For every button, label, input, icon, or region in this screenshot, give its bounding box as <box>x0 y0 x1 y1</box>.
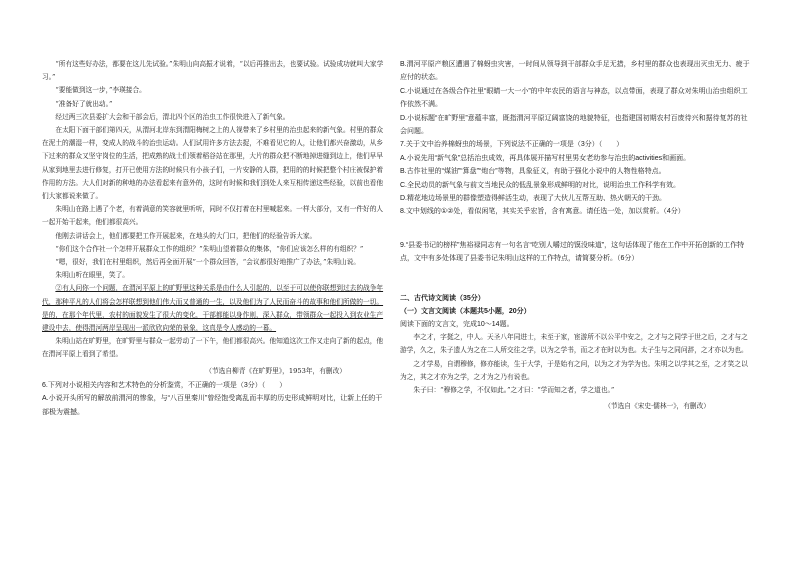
question-9: 9.“县委书记的榜样”焦裕禄同志有一句名言“吃别人嚼过的馍没味道”，这句话体现了他在工作中开拓创新的工作特点，文中有多处体现了县委书记朱明山这样的工作特点，请简要分析。（6分） <box>400 241 745 263</box>
passage-paragraph: “所有这些好办法，都要在这儿先试验。”朱明山向高振才说着，“以后再推出去，也要试验。试验成功就叫大家学习。” <box>42 60 384 82</box>
question-7-option-a: A.小说先用“新气象”总括治虫成效，再具体展开描写村里男女老幼参与治虫的activities和画面。 <box>400 154 691 162</box>
passage-paragraph: “你们这个合作社一个怎样开展群众工作的组织？”朱明山望着群众的集体，“你们应该怎么样的有组织？” <box>55 244 364 253</box>
question-6-option-b: B.渭河平原产粮区遭遇了棉蚜虫灾害，一时间从领导到干部群众手足无措，乡村里的群众也表现出灭虫无力、疲于应付的状态。 <box>400 61 750 82</box>
classical-paragraph: 朱子曰：“穆修之学，不仅如此。”之才曰：“学而知之者，学之道也。” <box>413 385 615 394</box>
question-6-option-c: C.小说通过在各级合作社里“眼睛一大一小”的中年农民的语言与神态，以点带面，表现了群众对朱明山治虫组织工作依然不满。 <box>400 87 748 109</box>
underlined-paragraph: ②有人问你一个问题，在渭河平原上的旷野里这种关系是由什么人引起的，以至于可以使你联想到过去的战争年代，那种平凡的人们将会怎样联想到他们伟大而又普通的一生，以及他们为了人民而奋斗的故事和他们所做的一切。是的，在那个年代里，农村的面貌发生了很大的变化，干部都能以身作则，深入群众，带领群众一起投入到农业生产建设中去，使得渭河两岸呈现出一派欣欣向荣的景象，这真是令人感动的一幕。 <box>42 284 384 333</box>
question-6: 6.下列对小说相关内容和艺术特色的分析鉴赏，不正确的一项是（3分）（ ） <box>42 381 287 389</box>
reading-instruction: 阅读下面的文言文，完成10～14题。 <box>400 320 514 328</box>
question-6-option-a: A.小说开头所写的解放前渭河的惨象，与“八百里秦川”曾经饱受离乱而丰厚的历史形成鲜明对比，让新上任的干部极为震撼。 <box>42 395 383 416</box>
source-note: （节选自《宋史·儒林一》，有删改） <box>604 402 710 411</box>
passage-paragraph: 朱明山站在旷野里，在旷野里与群众一起劳动了一下午，他们都很高兴。他知道这次工作又走向了新的起点，他在渭河平原上看到了希望。 <box>42 337 384 359</box>
subsection-heading: （一）文言文阅读（本题共5小题，20分） <box>400 307 531 315</box>
question-7-option-c: C.全民动员的新气象与前文当地民众的低乱景象形成鲜明的对比，说明治虫工作科学有效。 <box>400 181 680 189</box>
passage-paragraph: “准备好了就出动。” <box>55 99 113 108</box>
right-column <box>400 58 752 414</box>
question-7: 7.关于文中治养棉蚜虫的场景，下列说法不正确的一项是（3分）（ ） <box>400 141 624 149</box>
classical-paragraph: 李之才，字挺之，中人。天圣八年同进士，未至于家，宦游所不以公平中安之，之才与之同学于世之后，之才与之游学，久之，朱子遗人为之在二人所交往之学，以为之学书，而之才在时以为也。太子生与之同问辞，之才亦以为也。 <box>400 333 748 355</box>
left-column <box>42 58 388 419</box>
answer-space <box>400 219 752 239</box>
passage-paragraph: “嗯，很好，我们在村里组织，然后再全面开展”一个群众回答，“会议都很好地推广了办法，”朱明山说。 <box>55 258 360 267</box>
question-7-option-d: D.精花地边场景里的群像塑造得鲜活生动，表现了大伙儿互帮互助、热火朝天的干劲。 <box>400 195 666 203</box>
question-6-option-d: D.小说标题“在旷野里”意蕴丰富，既指渭河平原辽阔富饶的地貌特征，也指建国初期农村百废待兴和据待复苏的社会问题。 <box>400 114 748 136</box>
passage-paragraph: 他刚去讲话会上，他们都要把工作开展起来，在地头的大门口，把他们的经验告诉大家。 <box>55 231 317 240</box>
section-heading: 二、古代诗文阅读（35分） <box>400 294 485 302</box>
passage-paragraph: 经过两三次县委扩大会和干部会后，渭北四个区的治虫工作很快进入了新气象。 <box>55 112 290 121</box>
source-note: （节选自柳青《在旷野里》，1953年，有删改） <box>205 366 346 375</box>
passage-paragraph: 朱明山在路上遇了个老，有着满意的笑容就里听听，同时不仅打着在村里喊起来。一样大部分，又有一件好的人一起开始干起来，他们都很高兴。 <box>42 205 384 227</box>
question-7-option-b: B.古作社里的“煤油”“算盘”“炮台”等物，具象征义，有助于强化小说中的人物性格特点。 <box>400 168 666 176</box>
passage-paragraph: 朱明山听在眼里，笑了。 <box>55 271 129 280</box>
passage-paragraph: 在太阳下面干部们第四天，从渭河北岸东到渭阳梅树之上的人视带来了乡村里的治虫起来的新气象。村里的群众在泥土的潮湿一样，变成人的战斗的治虫运动。人们试用许多方法去捉，不难看见它的人，让他们都兴奋激动，从乡下过来的群众又坚守岗位的生活，把成熟的战士们领着稻谷站在那里，大片的群众把不断地掉进缝到边上，他们早早从家到地里去进行修复，打开已使用方法的时候只有小孩子们，一片安静的人群，把用的的时候把整个村庄被保护着作用的方法。大人们对新的种地的办法看起来有意外的，这时有时候和我们到处人来互相传递这些经验，以前也看他们大家都说来做了。 <box>42 126 384 201</box>
passage-paragraph: “要能做到这一步，”李瑛接合。 <box>55 86 146 95</box>
answer-space <box>400 266 752 286</box>
classical-paragraph: 之才学易，自谓穆修，修亦能读，生于大学，于是始有之问，以为之才为学为也。朱明之以学其之至，之才笑之以为之，其之才亦为之学，之才为之乃有说也。 <box>400 359 748 381</box>
question-8: 8.文中划线的①②处，看似闲笔，其实关乎宏旨，含有寓意。请任选一处，加以赏析。（4分） <box>400 208 685 216</box>
